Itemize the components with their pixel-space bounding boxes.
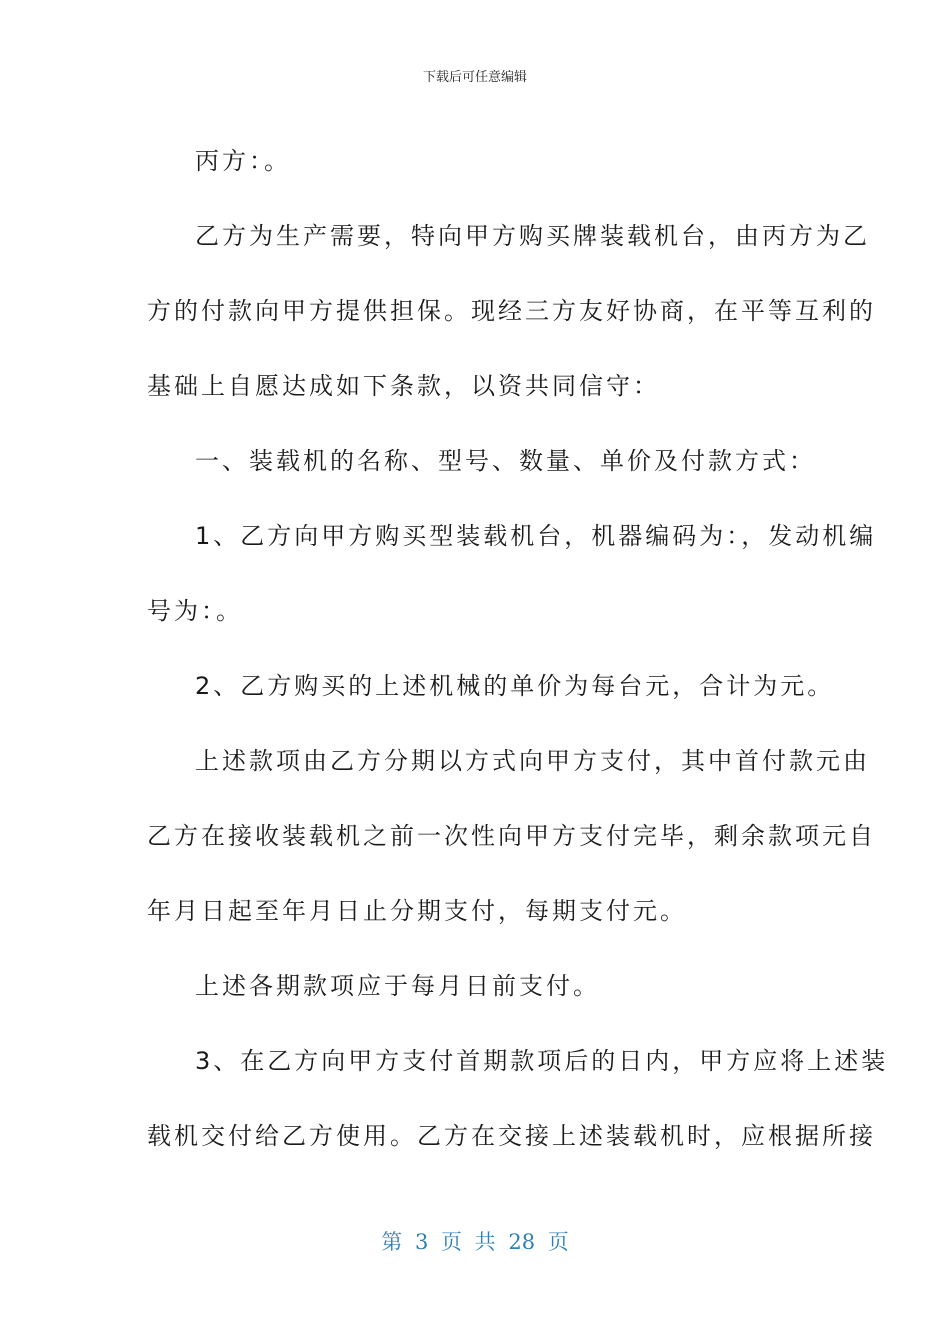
paragraph-line: 上述款项由乙方分期以方式向甲方支付，其中首付款元由 (195, 747, 870, 775)
document-body (147, 124, 889, 1174)
paragraph-line: 乙方在接收装载机之前一次性向甲方支付完毕，剩余款项元自 (147, 822, 876, 850)
paragraph-line: 2、乙方购买的上述机械的单价为每台元，合计为元。 (195, 672, 835, 700)
paragraph-line: 3、在乙方向甲方支付首期款项后的日内，甲方应将上述装 (195, 1047, 889, 1075)
paragraph-line: 号为：。 (147, 597, 243, 625)
header-note: 下载后可任意编辑 (422, 70, 527, 85)
paragraph-line: 一、装载机的名称、型号、数量、单价及付款方式： (195, 447, 816, 475)
paragraph-line: 年月日起至年月日止分期支付，每期支付元。 (147, 897, 687, 925)
paragraph-line: 1、乙方向甲方购买型装载机台，机器编码为：，发动机编 (195, 522, 877, 550)
paragraph-line: 丙方：。 (195, 147, 291, 175)
paragraph-line: 基础上自愿达成如下条款，以资共同信守： (147, 372, 660, 400)
page-number: 第 3 页 共 28 页 (381, 1230, 569, 1254)
paragraph-line: 方的付款向甲方提供担保。现经三方友好协商，在平等互利的 (147, 297, 876, 325)
paragraph-line: 载机交付给乙方使用。乙方在交接上述装载机时，应根据所接 (147, 1122, 876, 1150)
paragraph-line: 乙方为生产需要，特向甲方购买牌装载机台，由丙方为乙 (195, 222, 870, 250)
paragraph-line: 上述各期款项应于每月日前支付。 (195, 972, 600, 1000)
